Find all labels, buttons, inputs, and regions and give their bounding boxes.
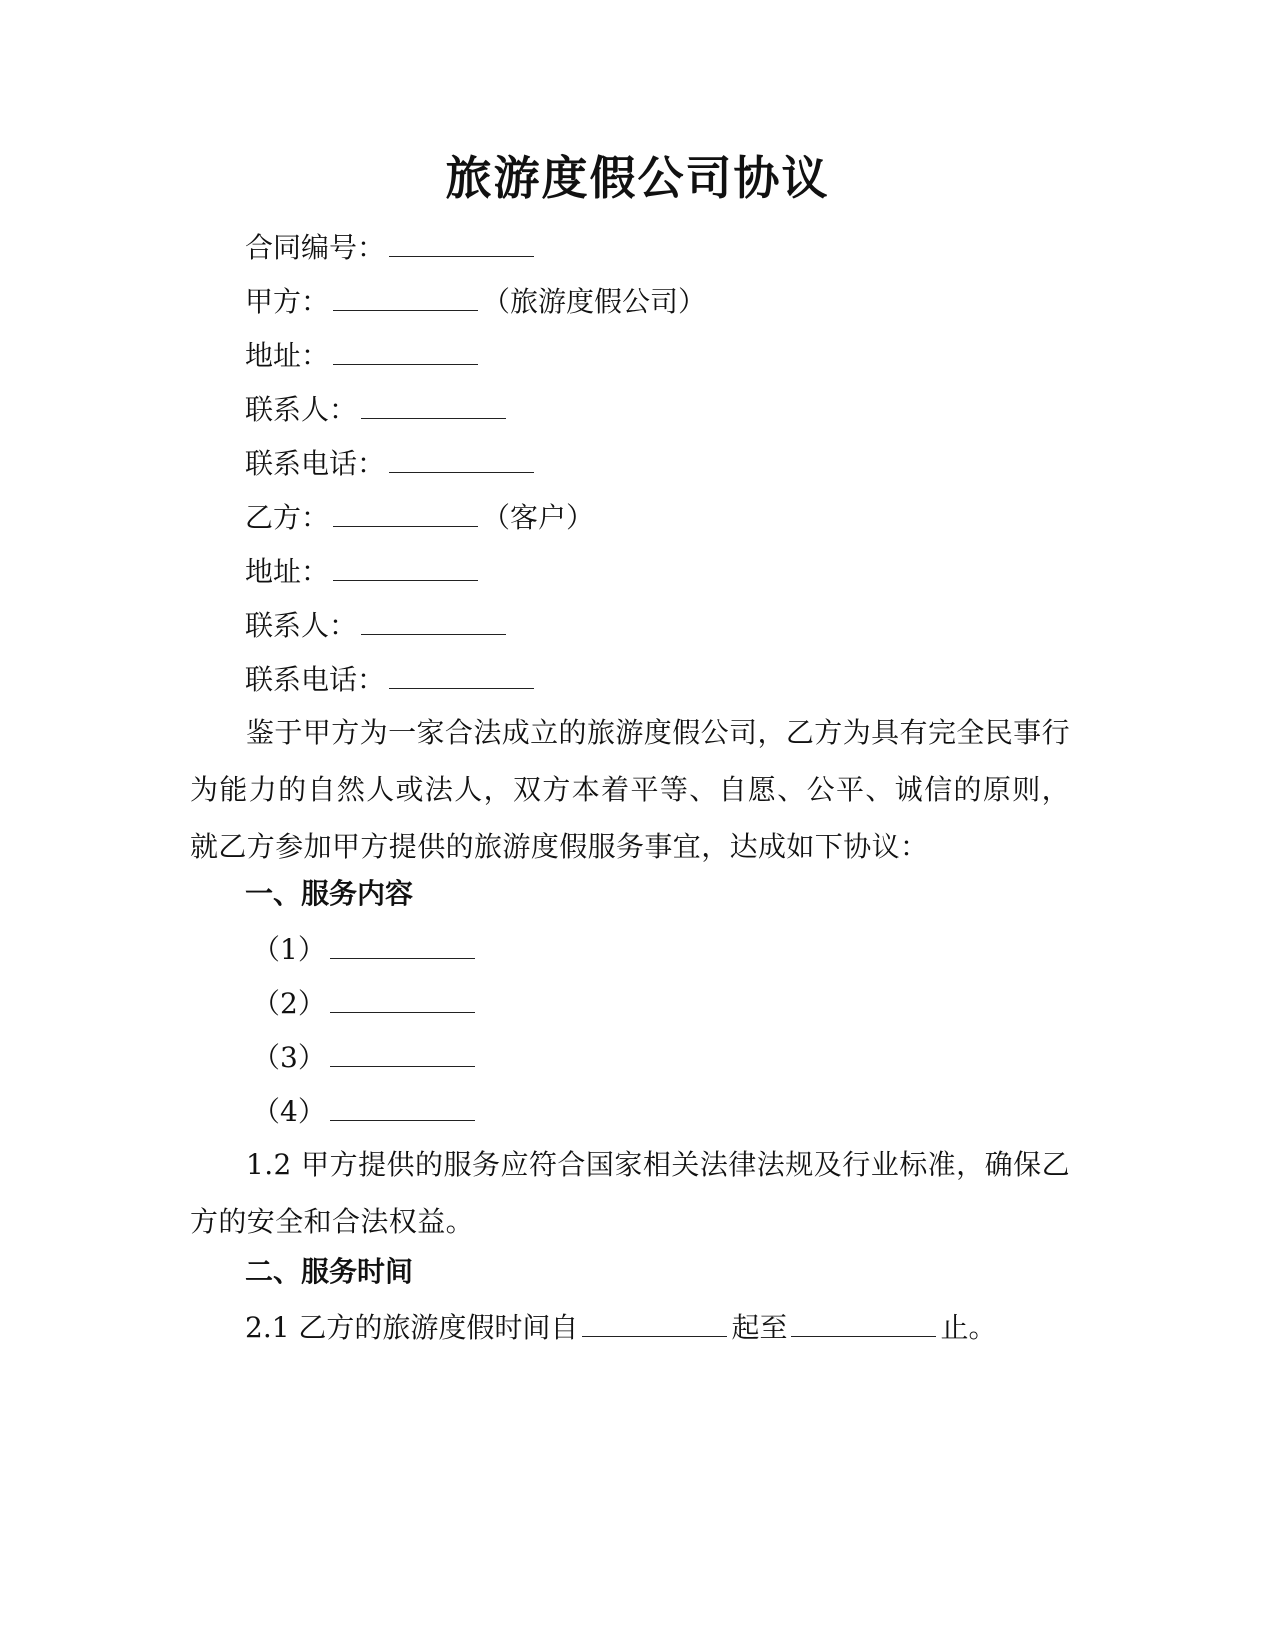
party-a-contact-line — [245, 388, 510, 430]
end-date-blank[interactable] — [791, 1306, 936, 1337]
clause-2-1-suffix: 止。 — [940, 1311, 997, 1344]
party-a-blank[interactable] — [333, 280, 478, 311]
contract-number-line — [245, 226, 538, 268]
service-item-2 — [252, 982, 479, 1024]
service-item-4-blank[interactable] — [330, 1090, 475, 1121]
contract-number-label: 合同编号： — [245, 231, 386, 264]
section-2-heading: 二、服务时间 — [245, 1255, 414, 1288]
party-b-address-label: 地址： — [245, 555, 330, 588]
service-item-3-number: （3） — [252, 1041, 326, 1074]
party-b-blank[interactable] — [333, 496, 478, 527]
service-item-3-blank[interactable] — [330, 1036, 475, 1067]
party-b-contact-label: 联系人： — [245, 609, 358, 642]
party-b-phone-line — [245, 658, 538, 700]
party-a-label: 甲方： — [245, 285, 330, 318]
clause-2-1 — [245, 1306, 996, 1348]
party-b-label: 乙方： — [245, 501, 330, 534]
party-a-contact-label: 联系人： — [245, 393, 358, 426]
clause-2-1-prefix: 2.1 乙方的旅游度假时间自 — [245, 1311, 579, 1344]
service-item-1 — [252, 928, 479, 970]
party-b-phone-blank[interactable] — [389, 658, 534, 689]
clause-1-2: 1.2 甲方提供的服务应符合国家相关法律法规及行业标准，确保乙方的安全和合法权益。 — [190, 1148, 1070, 1238]
service-item-4 — [252, 1090, 479, 1132]
party-a-phone-line — [245, 442, 538, 484]
party-a-address-line — [245, 334, 482, 376]
party-b-address-line — [245, 550, 482, 592]
document-title: 旅游度假公司协议 — [445, 151, 830, 205]
party-a-phone-label: 联系电话： — [245, 447, 386, 480]
service-item-2-number: （2） — [252, 987, 326, 1020]
start-date-blank[interactable] — [582, 1306, 727, 1337]
service-item-2-blank[interactable] — [330, 982, 475, 1013]
party-b-line — [245, 496, 594, 538]
party-a-line — [245, 280, 706, 322]
preamble-paragraph: 鉴于甲方为一家合法成立的旅游度假公司，乙方为具有完全民事行为能力的自然人或法人，双方本着平等、自愿、公平、诚信的原则，就乙方参加甲方提供的旅游度假服务事宜，达成如下协议： — [190, 716, 1070, 863]
service-item-1-blank[interactable] — [330, 928, 475, 959]
party-a-phone-blank[interactable] — [389, 442, 534, 473]
party-b-address-blank[interactable] — [333, 550, 478, 581]
party-b-contact-blank[interactable] — [361, 604, 506, 635]
section-1-heading: 一、服务内容 — [245, 877, 414, 910]
contract-number-blank[interactable] — [389, 226, 534, 257]
party-a-contact-blank[interactable] — [361, 388, 506, 419]
service-item-4-number: （4） — [252, 1095, 326, 1128]
service-item-3 — [252, 1036, 479, 1078]
party-b-contact-line — [245, 604, 510, 646]
clause-2-1-mid: 起至 — [731, 1311, 788, 1344]
party-b-note: （客户） — [482, 501, 595, 534]
party-b-phone-label: 联系电话： — [245, 663, 386, 696]
party-a-address-label: 地址： — [245, 339, 330, 372]
party-a-address-blank[interactable] — [333, 334, 478, 365]
party-a-note: （旅游度假公司） — [482, 285, 707, 318]
service-item-1-number: （1） — [252, 933, 326, 966]
